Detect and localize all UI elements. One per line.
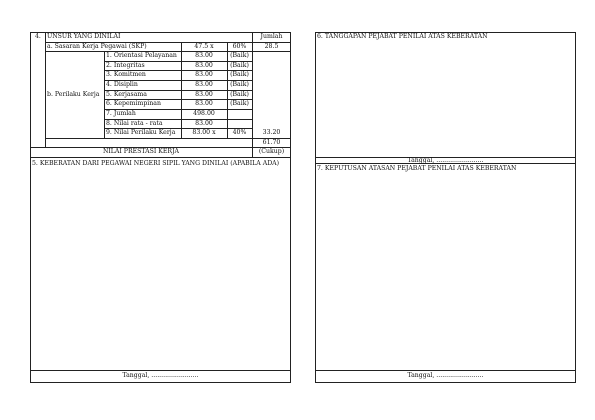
perilaku-item-label: 1. Orientasi Pelayanan: [106, 52, 177, 59]
nilai-prestasi-grade: (Cukup): [258, 148, 285, 155]
perilaku-item-label: 9. Nilai Perilaku Kerja: [106, 129, 176, 136]
perilaku-item-label: 8. Nilai rata - rata: [106, 120, 163, 127]
perilaku-item-value: 83.00: [195, 91, 213, 98]
perilaku-item-label: 7. Jumlah: [106, 110, 136, 117]
section-title: UNSUR YANG DINILAI: [47, 33, 121, 40]
section7-tanggal: Tanggal, ........................: [407, 372, 484, 379]
perilaku-item-value: 83.00: [195, 120, 213, 127]
perilaku-item-label: 4. Disiplin: [106, 81, 138, 88]
perilaku-label: b. Perilaku Kerja: [47, 91, 100, 98]
section-number: 4.: [35, 33, 41, 40]
perilaku-item-value: 83.00: [195, 71, 213, 78]
perilaku-item-grade: 40%: [232, 129, 247, 136]
left-tanggal: Tanggal, ........................: [122, 372, 199, 379]
grid-line: [104, 51, 105, 138]
right-form: [315, 32, 576, 383]
grid-line: [45, 32, 46, 147]
perilaku-result: 33.20: [262, 129, 281, 136]
perilaku-item-label: 3. Komitmen: [106, 71, 146, 78]
perilaku-item-value: 83.00: [195, 52, 213, 59]
skp-weight: 60%: [232, 43, 247, 50]
perilaku-item-label: 5. Kerjasama: [106, 91, 147, 98]
skp-label: a. Sasaran Kerja Pegawai (SKP): [47, 43, 147, 50]
perilaku-item-grade: (Baik): [230, 81, 249, 88]
total-value: 61.70: [262, 139, 281, 146]
nilai-prestasi-label: NILAI PRESTASI KERJA: [102, 148, 180, 155]
perilaku-item-value: 83.00: [195, 81, 213, 88]
perilaku-item-value: 83.00: [195, 62, 213, 69]
section7-title: 7. KEPUTUSAN ATASAN PEJABAT PENILAI ATAS KEBERATAN: [317, 165, 517, 172]
grid-line: [45, 138, 291, 139]
perilaku-item-grade: (Baik): [230, 52, 249, 59]
perilaku-item-grade: (Baik): [230, 62, 249, 69]
perilaku-item-grade: (Baik): [230, 91, 249, 98]
skp-result: 28.5: [264, 43, 279, 50]
perilaku-item-value: 83.00 x: [192, 129, 216, 136]
section6-tanggal: Tanggal, ........................: [407, 157, 484, 164]
skp-value: 47.5 x: [194, 43, 214, 50]
section5-title: 5. KEBERATAN DARI PEGAWAI NEGERI SIPIL YANG DINILAI (APABILA ADA): [32, 160, 280, 167]
perilaku-item-label: 6. Kepemimpinan: [106, 100, 161, 107]
perilaku-item-label: 2. Integritas: [106, 62, 145, 69]
perilaku-item-value: 83.00: [195, 100, 213, 107]
section6-title: 6. TANGGAPAN PEJABAT PENILAI ATAS KEBERATAN: [317, 33, 488, 40]
perilaku-item-grade: (Baik): [230, 100, 249, 107]
grid-line: [30, 370, 291, 371]
perilaku-item-value: 498.00: [193, 110, 215, 117]
perilaku-item-grade: (Baik): [230, 71, 249, 78]
grid-line: [30, 157, 291, 158]
grid-line: [315, 370, 576, 371]
jumlah-header: Jumlah: [260, 33, 283, 40]
